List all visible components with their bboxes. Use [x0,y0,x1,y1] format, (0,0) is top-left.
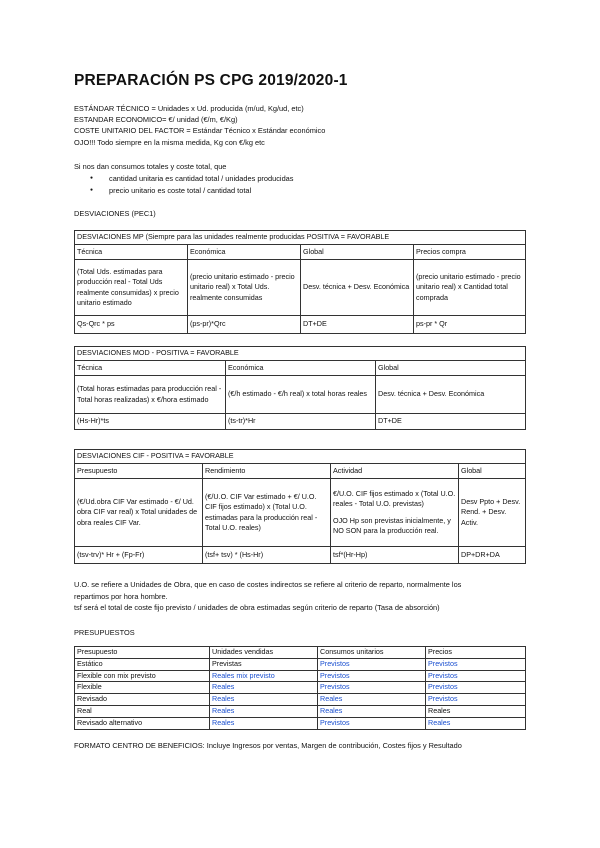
table-row [75,717,526,729]
column-header: Rendimiento [203,464,331,479]
table-cell: Reales [318,705,426,717]
table-cell: Previstos [318,717,426,729]
formula-description [331,479,459,547]
table-cell: Previstas [210,658,318,670]
consumos-intro: Si nos dan consumos totales y coste total, que [74,162,227,171]
column-header: Económica [188,245,301,260]
section-heading-desviaciones: DESVIACIONES (PEC1) [74,209,156,218]
column-header: Técnica [75,245,188,260]
formula: (ts-tr)*Hr [226,414,376,430]
formula: (ps-pr)*Qrc [188,316,301,334]
table-cell: Previstos [426,682,526,694]
formula: DT+DE [376,414,526,430]
table-cell: Reales [210,717,318,729]
table-cell: Previstos [426,670,526,682]
column-header: Presupuesto [75,647,210,659]
table-title: DESVIACIONES CIF - POSITIVA = FAVORABLE [75,450,526,464]
bullet-item: ● cantidad unitaria es cantidad total / unidades producidas [92,173,293,184]
column-header: Económica [226,361,376,376]
note-line: U.O. se refiere a Unidades de Obra, que en caso de costes indirectos se refiere al criterio de reparto, normalmente los [74,580,462,589]
formula: DT+DE [301,316,414,334]
table-cell: Previstos [426,694,526,706]
table-cell: Reales [210,705,318,717]
formula: DP+DR+DA [459,547,526,564]
table-cell: Real [75,705,210,717]
formula: tsf*(Hr-Hp) [331,547,459,564]
table-cell: Flexible [75,682,210,694]
table-cell: Revisado [75,694,210,706]
table-row [75,670,526,682]
formula-description: (precio unitario estimado - precio unitario real) x Cantidad total comprada [414,260,526,316]
formula: (Hs-Hr)*ts [75,414,226,430]
cif-deviation-table [74,449,526,564]
table-cell: Reales [426,717,526,729]
table-cell: Previstos [318,658,426,670]
table-row [75,658,526,670]
column-header: Técnica [75,361,226,376]
section-heading-presupuestos: PRESUPUESTOS [74,628,135,637]
table-cell: Flexible con mix previsto [75,670,210,682]
actividad-description: €/U.O. CIF fijos estimado x (Total U.O. reales - Total U.O. previstas) [333,489,456,509]
mp-deviation-table [74,230,526,334]
formula-description: (Total Uds. estimadas para producción real - Total Uds realmente consumidas) x precio unitario estimado [75,260,188,316]
intro-line: ESTANDAR ECONOMICO= €/ unidad (€/m, €/Kg) [74,115,238,124]
column-header: Global [459,464,526,479]
table-cell: Reales [210,682,318,694]
formula-description: Desv. técnica + Desv. Económica [301,260,414,316]
table-title: DESVIACIONES MP (Siempre para las unidades realmente producidas POSITIVA = FAVORABLE [75,231,526,245]
column-header: Consumos unitarios [318,647,426,659]
formato-centro-beneficios: FORMATO CENTRO DE BENEFICIOS: Incluye Ingresos por ventas, Margen de contribución, Costes fijos y Resultado [74,741,462,750]
intro-line: OJO!!! Todo siempre en la misma medida, Kg con €/kg etc [74,138,265,147]
formula-description: (precio unitario estimado - precio unitario real) x Total Uds. realmente consumidas [188,260,301,316]
table-title: DESVIACIONES MOD - POSITIVA = FAVORABLE [75,347,526,361]
table-row [75,682,526,694]
intro-line: COSTE UNITARIO DEL FACTOR = Estándar Técnico x Estándar económico [74,126,326,135]
note-line: repartimos por hora hombre. [74,592,168,601]
actividad-note: OJO Hp son previstas inicialmente, y NO SON para la producción real. [333,515,451,535]
column-header: Global [376,361,526,376]
table-cell: Revisado alternativo [75,717,210,729]
table-row [75,694,526,706]
table-cell: Reales [318,694,426,706]
table-cell: Previstos [318,682,426,694]
table-cell: Estático [75,658,210,670]
presupuestos-table [74,646,526,730]
formula-description: (€/U.O. CIF Var estimado + €/ U.O. CIF fijos estimado) x (Total U.O. estimadas para la producción real - Total U.O. reales) [203,479,331,547]
table-cell: Reales mix previsto [210,670,318,682]
intro-line: ESTÁNDAR TÉCNICO = Unidades x Ud. producida (m/ud, Kg/ud, etc) [74,104,304,113]
mod-deviation-table [74,346,526,430]
note-line: tsf será el total de coste fijo previsto / unidades de obra estimadas según criterio de reparto (Tasa de absorción) [74,603,440,612]
column-header: Precios [426,647,526,659]
formula-description: (Total horas estimadas para producción real -Total horas realizadas) x €/hora estimado [75,376,226,414]
formula: ps-pr * Qr [414,316,526,334]
table-cell: Reales [426,705,526,717]
column-header: Actividad [331,464,459,479]
table-cell: Previstos [318,670,426,682]
formula-description: Desv Ppto + Desv. Rend. + Desv. Activ. [459,479,526,547]
bullet-item: ● precio unitario es coste total / cantidad total [92,185,251,196]
presupuestos-rows [75,658,526,729]
table-cell: Previstos [426,658,526,670]
column-header: Global [301,245,414,260]
formula: (tsf+ tsv) * (Hs-Hr) [203,547,331,564]
formula-description: Desv. técnica + Desv. Económica [376,376,526,414]
column-header: Presupuesto [75,464,203,479]
column-header: Unidades vendidas [210,647,318,659]
page-title: PREPARACIÓN PS CPG 2019/2020-1 [74,72,348,89]
formula: (tsv-trv)* Hr + (Fp-Fr) [75,547,203,564]
table-cell: Reales [210,694,318,706]
column-header: Precios compra [414,245,526,260]
formula-description: (€/h estimado - €/h real) x total horas reales [226,376,376,414]
formula: Qs-Qrc * ps [75,316,188,334]
formula-description: (€/Ud.obra CIF Var estimado - €/ Ud. obra CIF var real) x Total unidades de obra reales CIF Var. [75,479,203,547]
table-row [75,705,526,717]
